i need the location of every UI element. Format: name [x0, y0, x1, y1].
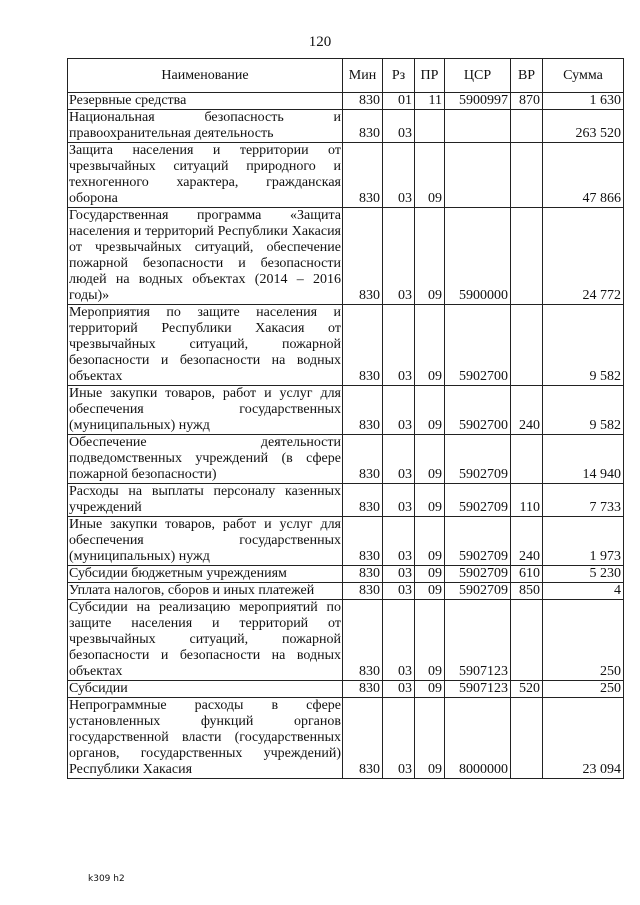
cell-pr: 09 [415, 583, 445, 600]
cell-name: Расходы на выплаты персоналу казенных учреждений [69, 484, 341, 515]
cell-min: 830 [343, 698, 383, 779]
table-row [68, 517, 624, 566]
cell-csr: 5900000 [445, 208, 511, 305]
cell-pr: 09 [415, 566, 445, 583]
cell-name: Субсидии бюджетным учреждениям [68, 566, 343, 583]
cell-sum: 1 973 [543, 517, 624, 566]
cell-rz: 03 [383, 517, 415, 566]
cell-csr: 5902700 [445, 386, 511, 435]
header-min: Мин [343, 59, 383, 93]
table-row [68, 484, 624, 517]
cell-csr: 5902709 [445, 435, 511, 484]
cell-min: 830 [343, 208, 383, 305]
cell-vr: 110 [511, 484, 543, 517]
table-header-row [68, 59, 624, 93]
table-row [68, 681, 624, 698]
cell-sum: 14 940 [543, 435, 624, 484]
table-row [68, 698, 624, 779]
page-number: 120 [308, 34, 332, 50]
header-name: Наименование [68, 59, 343, 93]
cell-name: Обеспечение деятельности подведомственных учреждений (в сфере пожарной безопасности) [69, 435, 341, 482]
cell-rz: 03 [383, 698, 415, 779]
cell-vr: 850 [511, 583, 543, 600]
cell-sum: 23 094 [543, 698, 624, 779]
cell-min: 830 [343, 517, 383, 566]
cell-name: Субсидии на реализацию мероприятий по защите населения и территорий от чрезвычайных ситуаций, пожарной безопасности и безопасности на водных объектах [69, 600, 341, 679]
cell-rz: 03 [383, 583, 415, 600]
cell-name: Мероприятия по защите населения и территорий Республики Хакасия от чрезвычайных ситуаций, пожарной безопасности и безопасности на водных объектах [69, 305, 341, 384]
cell-sum: 9 582 [543, 305, 624, 386]
table-row [68, 110, 624, 143]
header-vr: ВР [511, 59, 543, 93]
table-row [68, 386, 624, 435]
table-row [68, 435, 624, 484]
cell-rz: 03 [383, 681, 415, 698]
cell-vr [511, 143, 543, 208]
cell-vr [511, 110, 543, 143]
cell-rz: 03 [383, 435, 415, 484]
cell-csr: 5902709 [445, 517, 511, 566]
cell-csr [445, 143, 511, 208]
cell-sum: 263 520 [543, 110, 624, 143]
cell-vr [511, 305, 543, 386]
cell-csr: 5902709 [445, 583, 511, 600]
cell-csr: 5907123 [445, 681, 511, 698]
cell-vr [511, 435, 543, 484]
cell-pr: 09 [415, 600, 445, 681]
cell-pr: 09 [415, 208, 445, 305]
cell-min: 830 [343, 681, 383, 698]
cell-min: 830 [343, 93, 383, 110]
cell-rz: 03 [383, 208, 415, 305]
cell-pr: 09 [415, 143, 445, 208]
cell-sum: 250 [543, 600, 624, 681]
cell-min: 830 [343, 143, 383, 208]
cell-rz: 03 [383, 305, 415, 386]
cell-csr: 5907123 [445, 600, 511, 681]
cell-sum: 24 772 [543, 208, 624, 305]
cell-min: 830 [343, 566, 383, 583]
table-row [68, 143, 624, 208]
cell-min: 830 [343, 435, 383, 484]
cell-name: Субсидии [68, 681, 343, 698]
table-row [68, 566, 624, 583]
cell-name: Государственная программа «Защита населения и территорий Республики Хакасия от чрезвычайных ситуаций, обеспечение пожарной безопасности и безопасности людей на водных объектах (2014 – 2016 годы)» [69, 208, 341, 303]
table-row [68, 600, 624, 681]
cell-csr: 5902700 [445, 305, 511, 386]
cell-min: 830 [343, 600, 383, 681]
cell-min: 830 [343, 583, 383, 600]
cell-rz: 03 [383, 484, 415, 517]
cell-pr: 09 [415, 517, 445, 566]
cell-csr: 5902709 [445, 566, 511, 583]
cell-pr: 11 [415, 93, 445, 110]
cell-pr: 09 [415, 305, 445, 386]
cell-pr: 09 [415, 484, 445, 517]
cell-vr: 870 [511, 93, 543, 110]
header-sum: Сумма [543, 59, 624, 93]
cell-csr: 5900997 [445, 93, 511, 110]
header-csr: ЦСР [445, 59, 511, 93]
cell-pr [415, 110, 445, 143]
cell-csr: 5902709 [445, 484, 511, 517]
cell-name: Уплата налогов, сборов и иных платежей [68, 583, 343, 600]
cell-pr: 09 [415, 698, 445, 779]
cell-name: Резервные средства [68, 93, 343, 110]
cell-rz: 01 [383, 93, 415, 110]
cell-sum: 7 733 [543, 484, 624, 517]
cell-name: Иные закупки товаров, работ и услуг для обеспечения государственных (муниципальных) нужд [69, 517, 341, 564]
cell-csr: 8000000 [445, 698, 511, 779]
cell-pr: 09 [415, 386, 445, 435]
cell-sum: 4 [543, 583, 624, 600]
cell-min: 830 [343, 110, 383, 143]
header-pr: ПР [415, 59, 445, 93]
cell-min: 830 [343, 484, 383, 517]
footer-code: k309 h2 [88, 874, 125, 884]
cell-pr: 09 [415, 681, 445, 698]
cell-name: Национальная безопасность и правоохранительная деятельность [69, 110, 341, 141]
cell-name: Непрограммные расходы в сфере установленных функций органов государственной власти (государственных органов, государственных учреждений) Республики Хакасия [69, 698, 341, 777]
cell-min: 830 [343, 305, 383, 386]
cell-vr [511, 208, 543, 305]
cell-sum: 1 630 [543, 93, 624, 110]
cell-rz: 03 [383, 110, 415, 143]
table-row [68, 583, 624, 600]
table-row [68, 208, 624, 305]
cell-rz: 03 [383, 386, 415, 435]
table-row [68, 305, 624, 386]
cell-vr [511, 600, 543, 681]
cell-pr: 09 [415, 435, 445, 484]
cell-rz: 03 [383, 143, 415, 208]
cell-rz: 03 [383, 600, 415, 681]
table-row [68, 93, 624, 110]
cell-sum: 250 [543, 681, 624, 698]
cell-vr: 240 [511, 517, 543, 566]
cell-sum: 47 866 [543, 143, 624, 208]
cell-vr: 240 [511, 386, 543, 435]
cell-rz: 03 [383, 566, 415, 583]
cell-vr: 520 [511, 681, 543, 698]
header-rz: Рз [383, 59, 415, 93]
cell-sum: 9 582 [543, 386, 624, 435]
cell-vr [511, 698, 543, 779]
cell-name: Иные закупки товаров, работ и услуг для обеспечения государственных (муниципальных) нужд [69, 386, 341, 433]
cell-name: Защита населения и территории от чрезвычайных ситуаций природного и техногенного характера, гражданская оборона [69, 143, 341, 206]
cell-sum: 5 230 [543, 566, 624, 583]
cell-csr [445, 110, 511, 143]
cell-min: 830 [343, 386, 383, 435]
cell-vr: 610 [511, 566, 543, 583]
budget-table [67, 58, 624, 779]
